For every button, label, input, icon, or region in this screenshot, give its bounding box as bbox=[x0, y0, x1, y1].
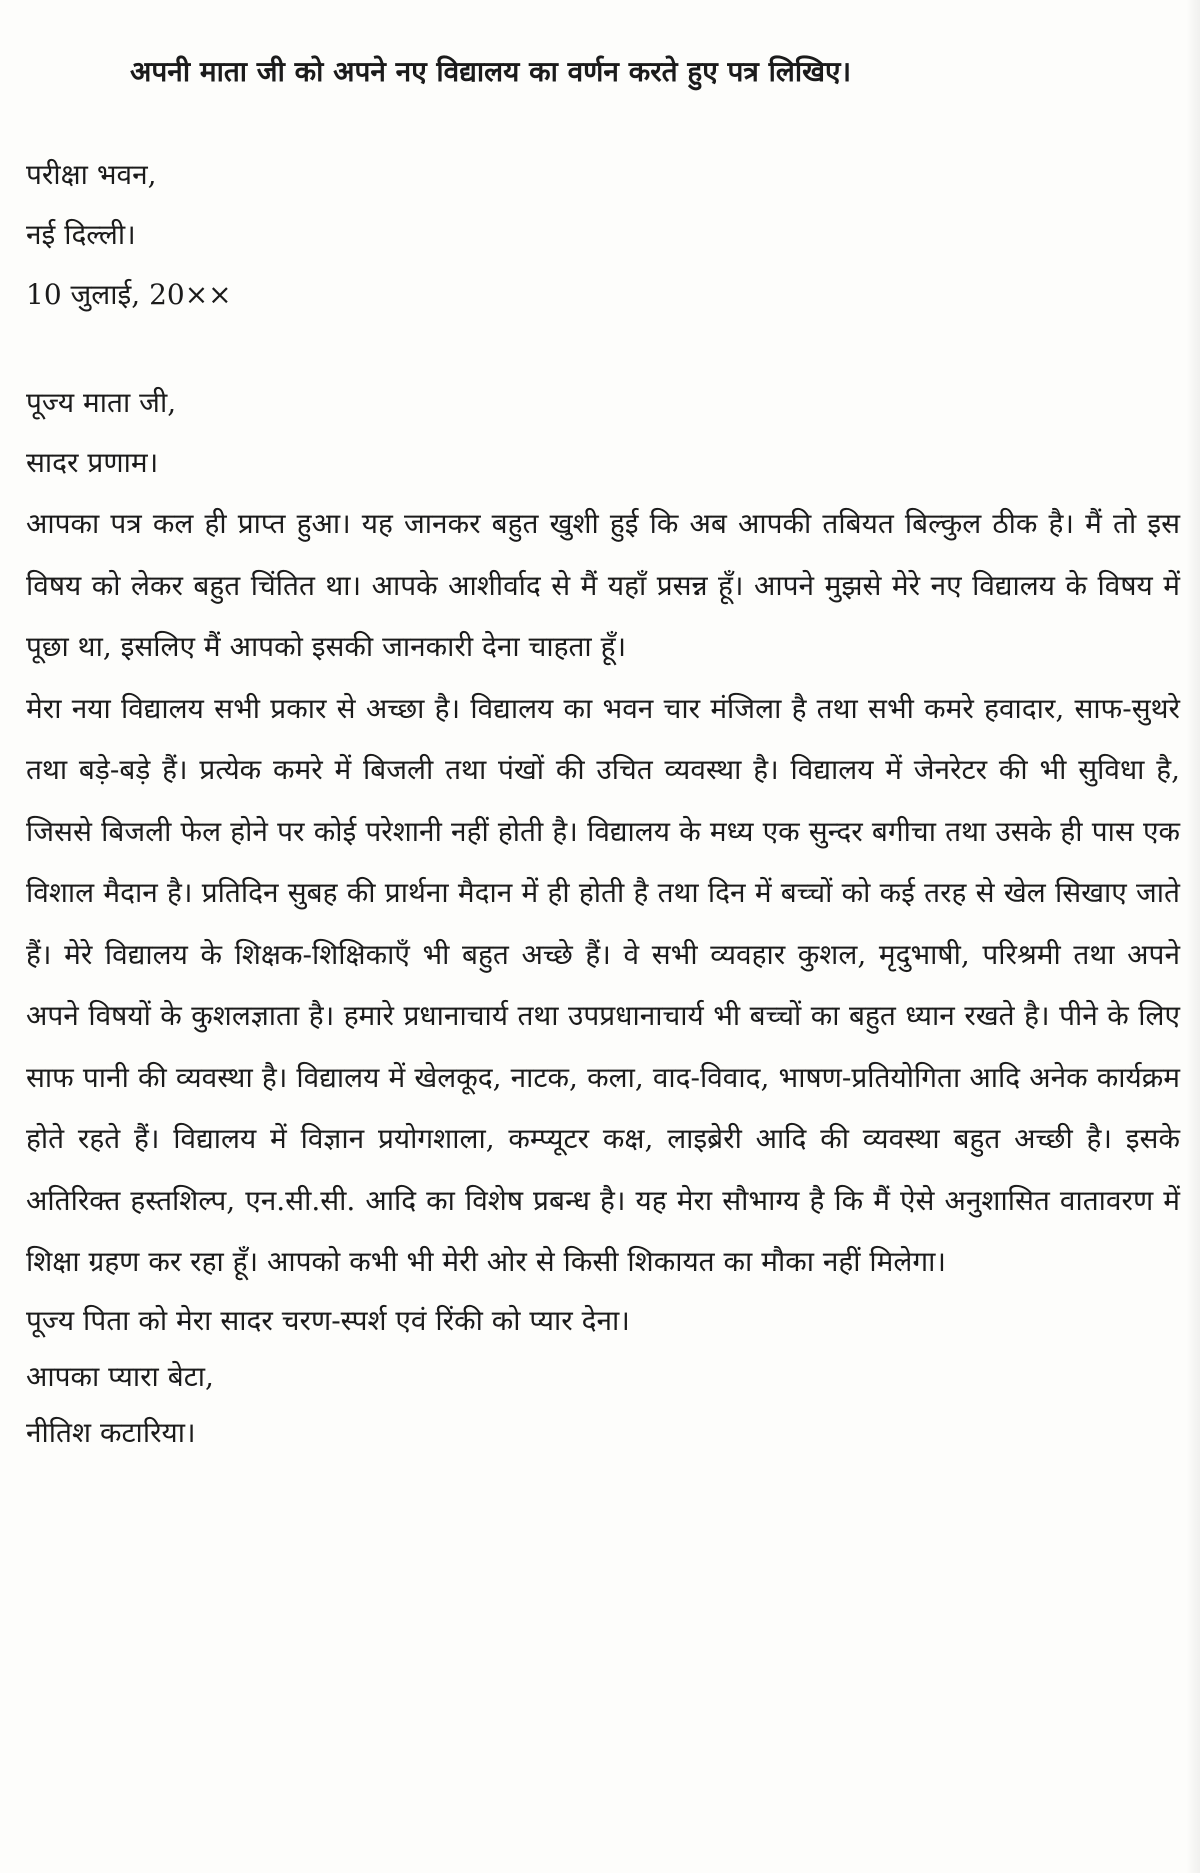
scan-edge-shadow bbox=[1186, 0, 1200, 1873]
closing-block bbox=[26, 1293, 1180, 1461]
salutation-block bbox=[26, 373, 1180, 493]
greeting: सादर प्रणाम। bbox=[26, 446, 159, 479]
closing-message: पूज्य पिता को मेरा सादर चरण-स्पर्श एवं रिंकी को प्यार देना। bbox=[26, 1303, 630, 1337]
address-line: परीक्षा भवन, bbox=[26, 158, 157, 191]
salutation: पूज्य माता जी, bbox=[26, 386, 177, 419]
closing-signoff: आपका प्यारा बेटा, bbox=[26, 1359, 214, 1393]
sender-address bbox=[26, 145, 1180, 325]
body-paragraph-1: आपका पत्र कल ही प्राप्त हुआ। यह जानकर बहुत खुशी हुई कि अब आपकी तबियत बिल्कुल ठीक है। मैं तो इस विषय को लेकर बहुत चिंतित था। आपके आशीर्वाद से मैं यहाँ प्रसन्न हूँ। आपने मुझसे मेरे नए विद्यालय के विषय में पूछा था, इसलिए मैं आपको इसकी जानकारी देना चाहता हूँ। bbox=[26, 507, 1180, 663]
address-line: नई दिल्ली। bbox=[26, 218, 136, 251]
letter-question-title: अपनी माता जी को अपने नए विद्यालय का वर्णन करते हुए पत्र लिखिए। bbox=[130, 55, 852, 88]
signature-name: नीतिश कटारिया। bbox=[26, 1415, 196, 1449]
spacer bbox=[26, 325, 1180, 373]
body-paragraph-2: मेरा नया विद्यालय सभी प्रकार से अच्छा है। विद्यालय का भवन चार मंजिला है तथा सभी कमरे हवादार, साफ-सुथरे तथा बड़े-बड़े हैं। प्रत्येक कमरे में बिजली तथा पंखों की उचित व्यवस्था है। विद्यालय में जेनरेटर की भी सुविधा है, जिससे बिजली फेल होने पर कोई परेशानी नहीं होती है। विद्यालय के मध्य एक सुन्दर बगीचा तथा उसके ही पास एक विशाल मैदान है। प्रतिदिन सुबह की प्रार्थना मैदान में ही होती है तथा दिन में बच्चों को कई तरह से खेल सिखाए जाते हैं। मेरे विद्यालय के शिक्षक-शिक्षिकाएँ भी बहुत अच्छे हैं। वे सभी व्यवहार कुशल, मृदुभाषी, परिश्रमी तथा अपने अपने विषयों के कुशलज्ञाता है। हमारे प्रधानाचार्य तथा उपप्रधानाचार्य भी बच्चों का बहुत ध्यान रखते है। पीने के लिए साफ पानी की व्यवस्था है। विद्यालय में खेलकूद, नाटक, कला, वाद-विवाद, भाषण-प्रतियोगिता आदि अनेक कार्यक्रम होते रहते हैं। विद्यालय में विज्ञान प्रयोगशाला, कम्प्यूटर कक्ष, लाइब्रेरी आदि की व्यवस्था बहुत अच्छी है। इसके अतिरिक्त हस्तशिल्प, एन.सी.सी. आदि का विशेष प्रबन्ध है। यह मेरा सौभाग्य है कि मैं ऐसे अनुशासित वातावरण में शिक्षा ग्रहण कर रहा हूँ। आपको कभी भी मेरी ओर से किसी शिकायत का मौका नहीं मिलेगा। bbox=[26, 691, 1180, 1278]
letter-date: 10 जुलाई, 20×× bbox=[26, 278, 232, 311]
